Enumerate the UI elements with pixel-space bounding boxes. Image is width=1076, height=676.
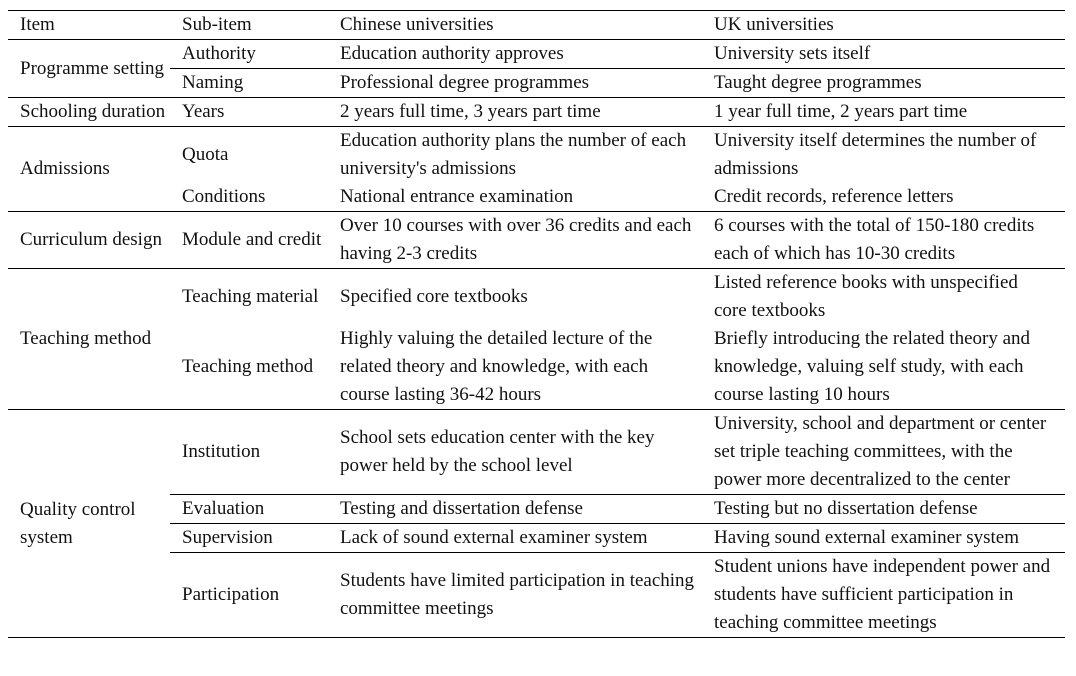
- sub-item-cell: Quota: [182, 144, 229, 165]
- table-row: [8, 127, 1065, 184]
- group-programme-setting: [8, 40, 1065, 98]
- item-cell: Programme setting: [20, 57, 165, 79]
- uk-cell: University, school and department or center set triple teaching committees, with the power more decentralized to the center: [714, 413, 1047, 490]
- uk-cell: Student unions have independent power and students have sufficient participation in teaching committee meetings: [702, 553, 1065, 638]
- comparison-table: [8, 10, 1065, 638]
- chinese-cell: Specified core textbooks: [340, 286, 528, 307]
- header-chinese-universities: Chinese universities: [328, 11, 702, 40]
- chinese-cell: National entrance examination: [340, 186, 574, 207]
- sub-item-cell: Institution: [182, 441, 261, 462]
- sub-item-cell: Years: [182, 101, 225, 122]
- table-row: [8, 212, 1065, 269]
- uk-cell: Briefly introducing the related theory and knowledge, valuing self study, with each course lasting 10 hours: [714, 328, 1031, 405]
- header-sub-item: Sub-item: [170, 11, 328, 40]
- item-cell: Schooling duration: [20, 101, 166, 122]
- chinese-cell: Students have limited participation in teaching committee meetings: [328, 553, 702, 638]
- chinese-cell: Over 10 courses with over 36 credits and each having 2-3 credits: [340, 215, 692, 264]
- chinese-cell: Professional degree programmes: [328, 69, 702, 98]
- uk-cell: Credit records, reference letters: [714, 186, 954, 207]
- uk-cell: Testing but no dissertation defense: [702, 495, 1065, 524]
- header-item: Item: [8, 11, 170, 40]
- uk-cell: Having sound external examiner system: [702, 524, 1065, 553]
- table-row: [8, 40, 1065, 69]
- uk-cell: University itself determines the number of admissions: [714, 130, 1037, 179]
- uk-cell: Taught degree programmes: [702, 69, 1065, 98]
- sub-item-cell: Teaching material: [182, 286, 319, 307]
- chinese-cell: Testing and dissertation defense: [328, 495, 702, 524]
- uk-cell: 6 courses with the total of 150-180 credits each of which has 10-30 credits: [714, 215, 1035, 264]
- uk-cell: 1 year full time, 2 years part time: [714, 101, 968, 122]
- chinese-cell: Lack of sound external examiner system: [328, 524, 702, 553]
- header-row: [8, 11, 1065, 40]
- group-admissions: [8, 127, 1065, 212]
- uk-cell: Listed reference books with unspecified core textbooks: [714, 272, 1018, 321]
- header-uk-universities: UK universities: [702, 11, 1065, 40]
- item-cell: Teaching method: [20, 328, 152, 349]
- chinese-cell: School sets education center with the key power held by the school level: [340, 427, 655, 476]
- sub-item-cell: Evaluation: [170, 495, 328, 524]
- sub-item-cell: Module and credit: [182, 229, 322, 250]
- table-row: [8, 269, 1065, 326]
- chinese-cell: Education authority plans the number of each university's admissions: [340, 130, 687, 179]
- item-cell: Curriculum design: [20, 229, 162, 250]
- table-header: [8, 11, 1065, 40]
- sub-item-cell: Naming: [170, 69, 328, 98]
- item-cell: Quality control system: [20, 498, 136, 548]
- chinese-cell: 2 years full time, 3 years part time: [340, 101, 601, 122]
- sub-item-cell: Authority: [182, 43, 256, 64]
- chinese-cell: Highly valuing the detailed lecture of the related theory and knowledge, with each course lasting 36-42 hours: [340, 328, 653, 405]
- uk-cell: University sets itself: [714, 43, 871, 64]
- item-cell: Admissions: [20, 158, 110, 179]
- table-row: [8, 410, 1065, 495]
- sub-item-cell: Participation: [170, 553, 328, 638]
- group-curriculum-design: [8, 212, 1065, 269]
- group-quality-control-system: [8, 410, 1065, 638]
- group-teaching-method: [8, 269, 1065, 410]
- sub-item-cell: Conditions: [182, 186, 266, 207]
- chinese-cell: Education authority approves: [340, 43, 564, 64]
- group-schooling-duration: [8, 98, 1065, 127]
- table-row: [8, 98, 1065, 127]
- sub-item-cell: Teaching method: [182, 356, 314, 377]
- sub-item-cell: Supervision: [170, 524, 328, 553]
